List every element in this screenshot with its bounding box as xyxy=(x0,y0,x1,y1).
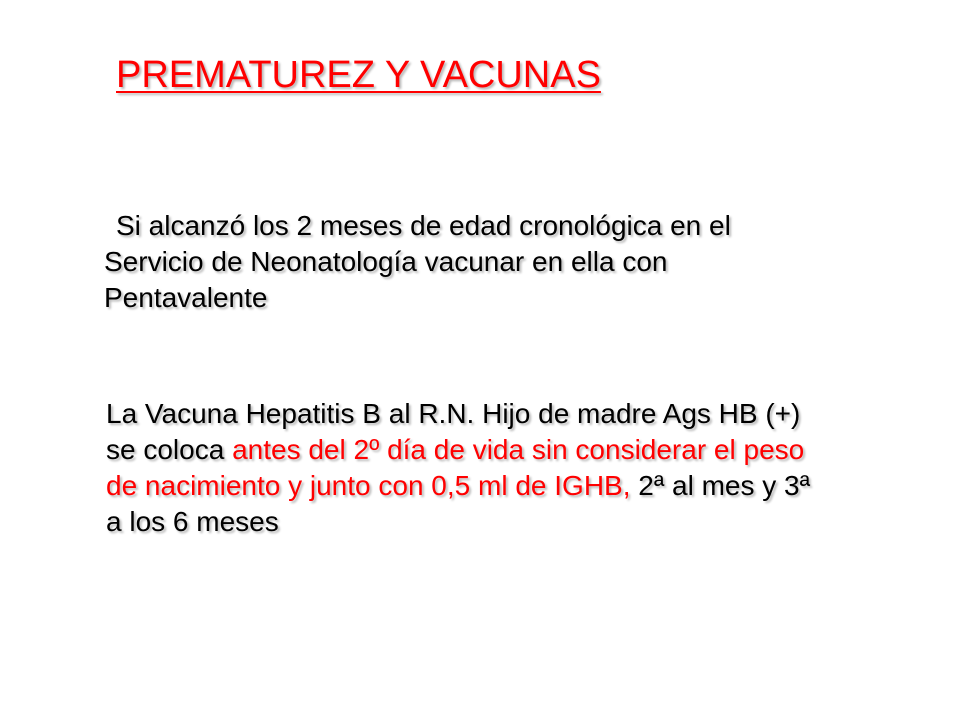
paragraph-hepatitis-b xyxy=(104,396,826,540)
hepatitis-b-text: La Vacuna Hepatitis B al R.N. Hijo de madre Ags HB (+) se coloca xyxy=(106,398,801,465)
paragraph-pentavalente: Si alcanzó los 2 meses de edad cronológica en el Servicio de Neonatología vacunar en ella con Pentavalente xyxy=(104,210,731,313)
slide-title: PREMATUREZ Y VACUNAS xyxy=(116,54,601,96)
hepatitis-b-schedule: 2ª al mes y 3ª a los 6 meses xyxy=(106,470,810,537)
hepatitis-b-highlight: antes del 2º día de vida sin considerar el peso de nacimiento y junto con 0,5 ml de IGHB, xyxy=(106,434,805,501)
